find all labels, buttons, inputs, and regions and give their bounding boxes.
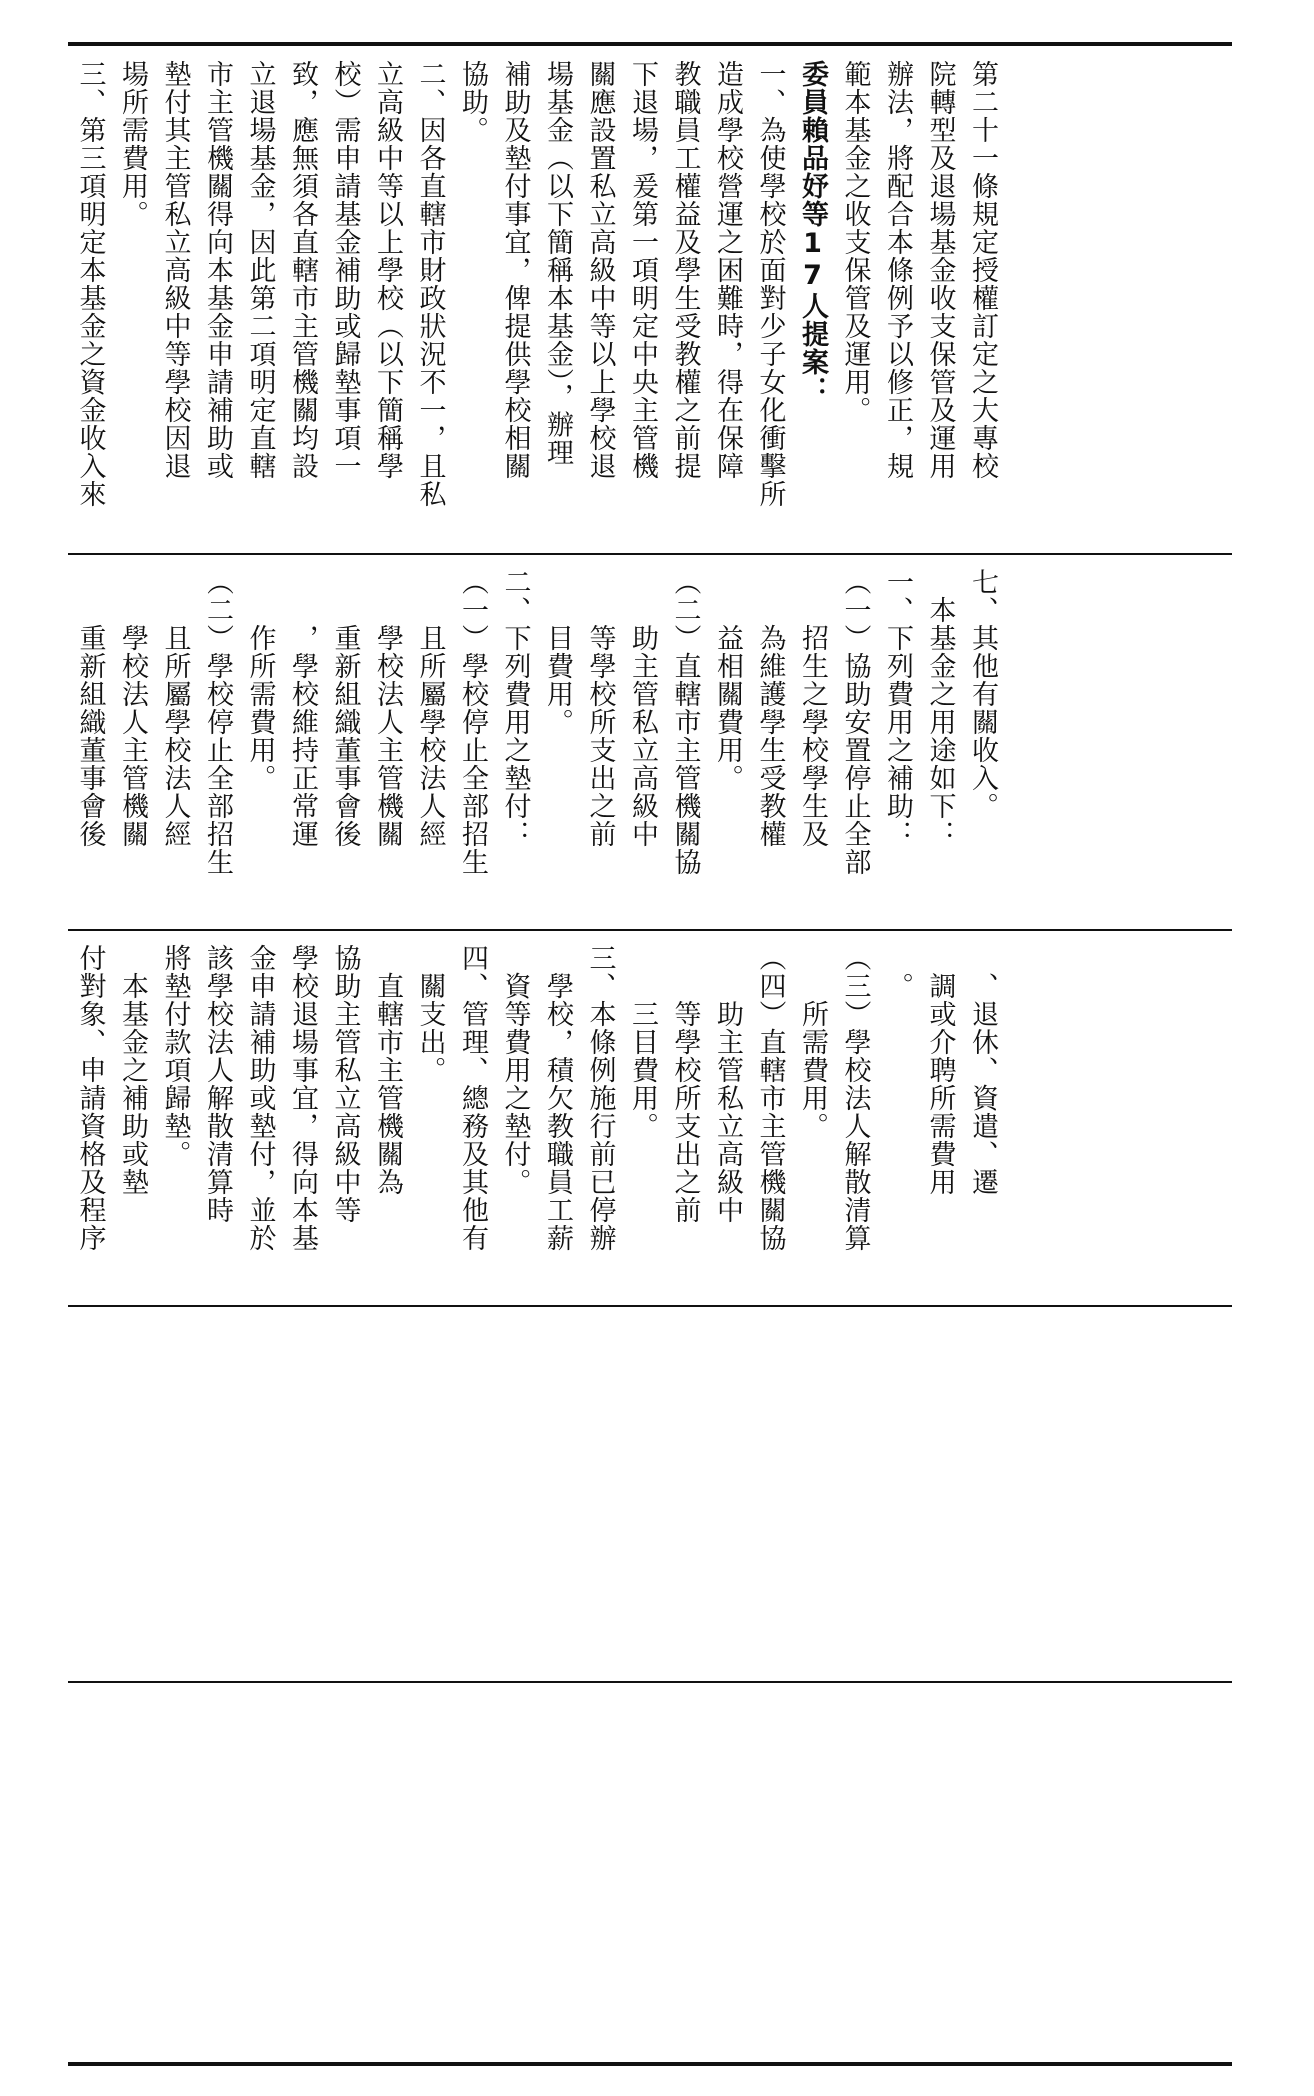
text-line: 重新組織董事會後 xyxy=(329,568,361,848)
text-line: 付對象、申請資格及程序 xyxy=(74,944,106,1252)
text-line: 本基金之補助或墊 xyxy=(117,944,148,1196)
text-line: 致，應無須各直轄市主管機關均設 xyxy=(287,60,318,480)
text-line: 直轄市主管機關為 xyxy=(372,944,403,1196)
column-divider-4 xyxy=(68,1681,1232,1683)
text-line: 金申請補助或墊付，並於 xyxy=(244,944,276,1252)
text-line: 委員賴品妤等17人提案： xyxy=(797,60,828,404)
text-line: 場基金（以下簡稱本基金），辦理 xyxy=(542,60,573,467)
column-divider-3 xyxy=(68,1305,1232,1307)
column-proposed-text xyxy=(68,932,1232,1304)
text-line: 且所屬學校法人經 xyxy=(414,568,446,848)
text-line: 益相關費用。 xyxy=(712,568,743,792)
text-line: 作所需費用。 xyxy=(244,568,276,792)
column-current-text xyxy=(68,556,1232,928)
text-line: 助主管私立高級中 xyxy=(712,944,743,1224)
text-line: 調或介聘所需費用 xyxy=(924,944,956,1196)
column-divider-1 xyxy=(68,553,1232,555)
text-line: 學校退場事宜，得向本基 xyxy=(287,944,318,1252)
text-line: 場所需費用。 xyxy=(117,60,148,228)
text-line: 。 xyxy=(882,944,913,1000)
text-line: 院轉型及退場基金收支保管及運用 xyxy=(924,60,956,480)
text-line: 四、管理、總務及其他有 xyxy=(457,944,488,1252)
text-line: 協助主管私立高級中等 xyxy=(329,944,361,1224)
column-explanation-text xyxy=(68,48,1013,552)
text-line: （一）學校停止全部招生 xyxy=(457,568,488,876)
text-line: 、退休、資遣、遷 xyxy=(967,944,998,1196)
text-line: 學校法人主管機關 xyxy=(117,568,148,848)
text-line: 重新組織董事會後 xyxy=(74,568,106,848)
column-current-text-body xyxy=(68,556,1013,928)
text-line: 學校，積欠教職員工薪 xyxy=(542,944,573,1252)
text-line: 三、本條例施行前已停辦 xyxy=(584,944,616,1252)
text-line: 關支出。 xyxy=(414,944,446,1084)
text-line: 學校法人主管機關 xyxy=(372,568,403,848)
text-line: 為維護學生受教權 xyxy=(754,568,786,848)
text-line: （二）學校停止全部招生 xyxy=(202,568,233,876)
text-line: 一、下列費用之補助： xyxy=(882,568,913,848)
text-line: 本基金之用途如下： xyxy=(924,568,956,848)
text-line: 協助。 xyxy=(457,60,488,144)
text-line: 三目費用。 xyxy=(627,944,658,1140)
column-proposed-text-body xyxy=(68,932,1013,1304)
text-line: 且所屬學校法人經 xyxy=(159,568,191,848)
text-line: 七、其他有關收入。 xyxy=(967,568,998,820)
text-line: 一、為使學校於面對少子女化衝擊所 xyxy=(754,60,786,508)
text-line: 關應設置私立高級中等以上學校退 xyxy=(584,60,616,480)
column-explanation xyxy=(68,48,1232,552)
text-line: 資等費用之墊付。 xyxy=(499,944,531,1196)
column-divider-2 xyxy=(68,929,1232,931)
text-line: 立高級中等以上學校（以下簡稱學 xyxy=(372,60,403,480)
text-line: （一）協助安置停止全部 xyxy=(839,568,871,876)
text-line: 造成學校營運之困難時，得在保障 xyxy=(712,60,743,480)
text-line: 三、第三項明定本基金之資金收入來 xyxy=(74,60,106,508)
text-line: 市主管機關得向本基金申請補助或 xyxy=(202,60,233,480)
text-line: 教職員工權益及學生受教權之前提 xyxy=(669,60,701,480)
text-line: 二、下列費用之墊付： xyxy=(499,568,531,848)
text-line: 目費用。 xyxy=(542,568,573,736)
text-line: （三）學校法人解散清算 xyxy=(839,944,871,1252)
text-line: 等學校所支出之前 xyxy=(584,568,616,848)
text-line: 校）需申請基金補助或歸墊事項一 xyxy=(329,60,361,480)
bottom-rule xyxy=(68,2062,1232,2066)
text-line: ，學校維持正常運 xyxy=(287,568,318,848)
text-line: 辦法，將配合本條例予以修正，規 xyxy=(882,60,913,480)
text-line: 二、因各直轄市財政狀況不一，且私 xyxy=(414,60,446,508)
text-line: 所需費用。 xyxy=(797,944,828,1140)
text-line: 等學校所支出之前 xyxy=(669,944,701,1224)
text-line: 立退場基金，因此第二項明定直轄 xyxy=(244,60,276,480)
column-empty-2 xyxy=(68,1684,1232,2060)
text-line: 補助及墊付事宜，俾提供學校相關 xyxy=(499,60,531,480)
column-empty-1 xyxy=(68,1308,1232,1680)
text-line: 將墊付款項歸墊。 xyxy=(159,944,191,1168)
text-line: （二）直轄市主管機關協 xyxy=(669,568,701,876)
text-line: （四）直轄市主管機關協 xyxy=(754,944,786,1252)
text-line: 墊付其主管私立高級中等學校因退 xyxy=(159,60,191,480)
text-line: 第二十一條規定授權訂定之大專校 xyxy=(967,60,998,480)
text-line: 下退場，爰第一項明定中央主管機 xyxy=(627,60,658,480)
text-line: 助主管私立高級中 xyxy=(627,568,658,848)
top-rule xyxy=(68,42,1232,46)
text-line: 該學校法人解散清算時 xyxy=(202,944,233,1224)
text-line: 範本基金之收支保管及運用。 xyxy=(839,60,871,424)
text-line: 招生之學校學生及 xyxy=(797,568,828,848)
